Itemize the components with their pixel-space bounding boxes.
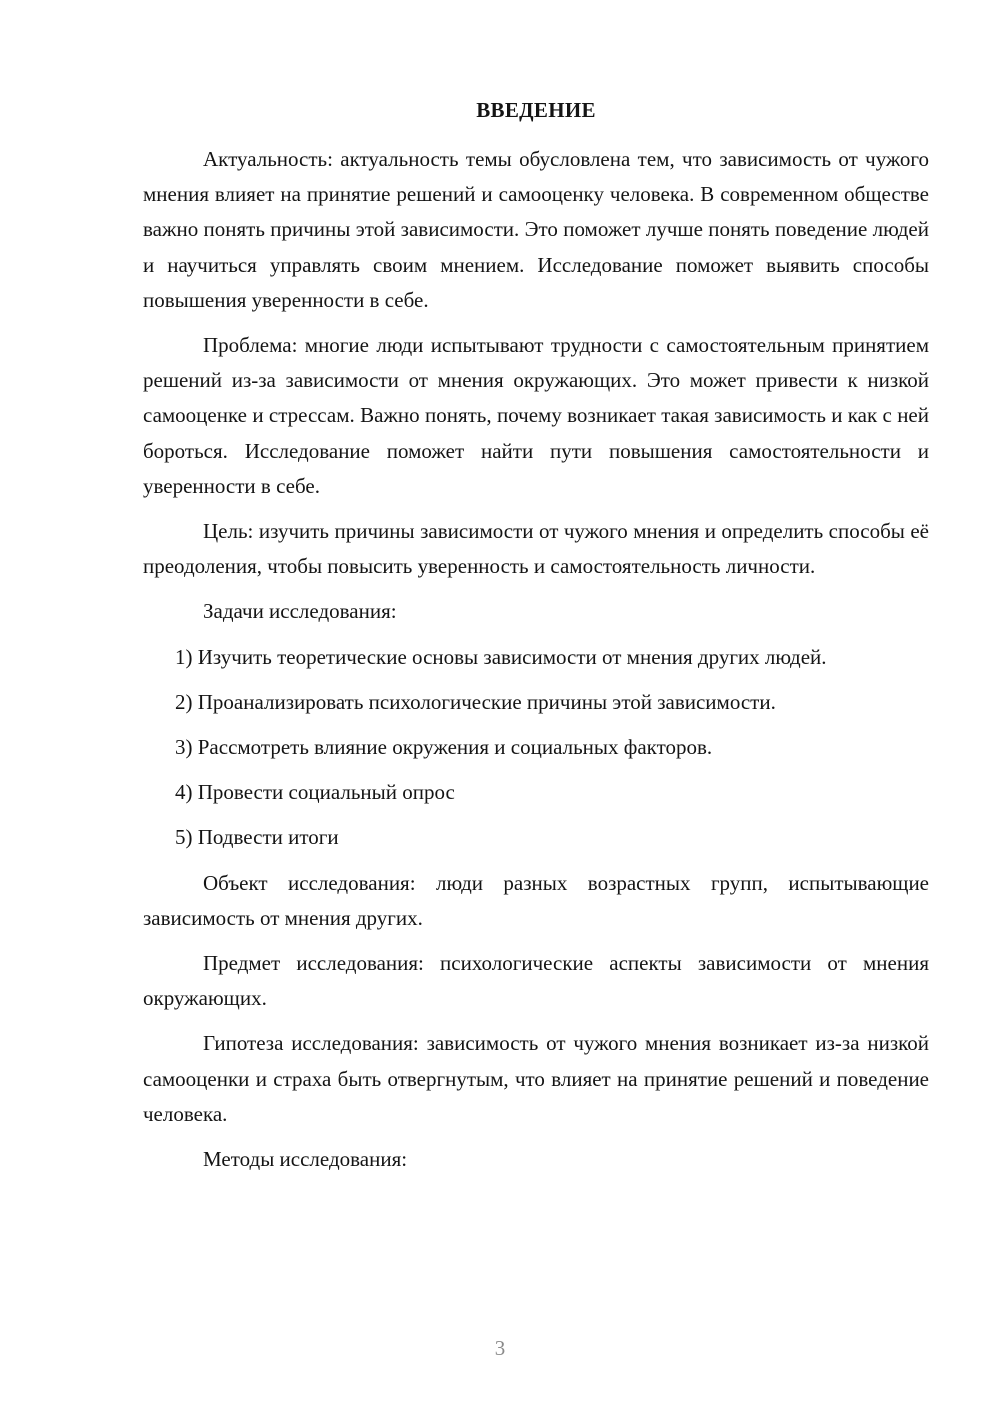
task-item: 2) Проанализировать психологические причины этой зависимости. [175, 689, 776, 714]
methods-heading: Методы исследования: [203, 1147, 408, 1172]
task-item: 1) Изучить теоретические основы зависимости от мнения других людей. [175, 644, 827, 669]
paragraph-goal: Цель: изучить причины зависимости от чужого мнения и определить способы её преодоления, чтобы повысить уверенность и самостоятельность личности. [143, 519, 929, 579]
tasks-heading: Задачи исследования: [203, 599, 397, 624]
paragraph-hypothesis: Гипотеза исследования: зависимость от чужого мнения возникает из-за низкой самооценки и страха быть отвергнутым, что влияет на принятие решений и поведение человека. [143, 1031, 929, 1126]
page-number: 3 [494, 1336, 506, 1360]
paragraph-relevance: Актуальность: актуальность темы обусловлена тем, что зависимость от чужого мнения влияет на принятие решений и самооценку человека. В современном обществе важно понять причины этой зависимости. Это поможет лучше понять поведение людей и научиться управлять своим мнением. Исследование поможет выявить способы повышения уверенности в себе. [143, 147, 929, 312]
paragraph-problem: Проблема: многие люди испытывают трудности с самостоятельным принятием решений из-за зависимости от мнения окружающих. Это может привести к низкой самооценке и стрессам. Важно понять, почему возникает такая зависимость и как с ней бороться. Исследование поможет найти пути повышения самостоятельности и уверенности в себе. [143, 333, 929, 498]
task-item: 4) Провести социальный опрос [175, 780, 455, 805]
task-item: 3) Рассмотреть влияние окружения и социальных факторов. [175, 735, 713, 760]
document-body [143, 142, 929, 1187]
paragraph-object: Объект исследования: люди разных возрастных групп, испытывающие зависимость от мнения других. [143, 870, 929, 930]
paragraph-subject: Предмет исследования: психологические аспекты зависимости от мнения окружающих. [143, 951, 929, 1011]
task-item: 5) Подвести итоги [175, 825, 339, 850]
section-title: ВВЕДЕНИЕ [476, 98, 596, 122]
